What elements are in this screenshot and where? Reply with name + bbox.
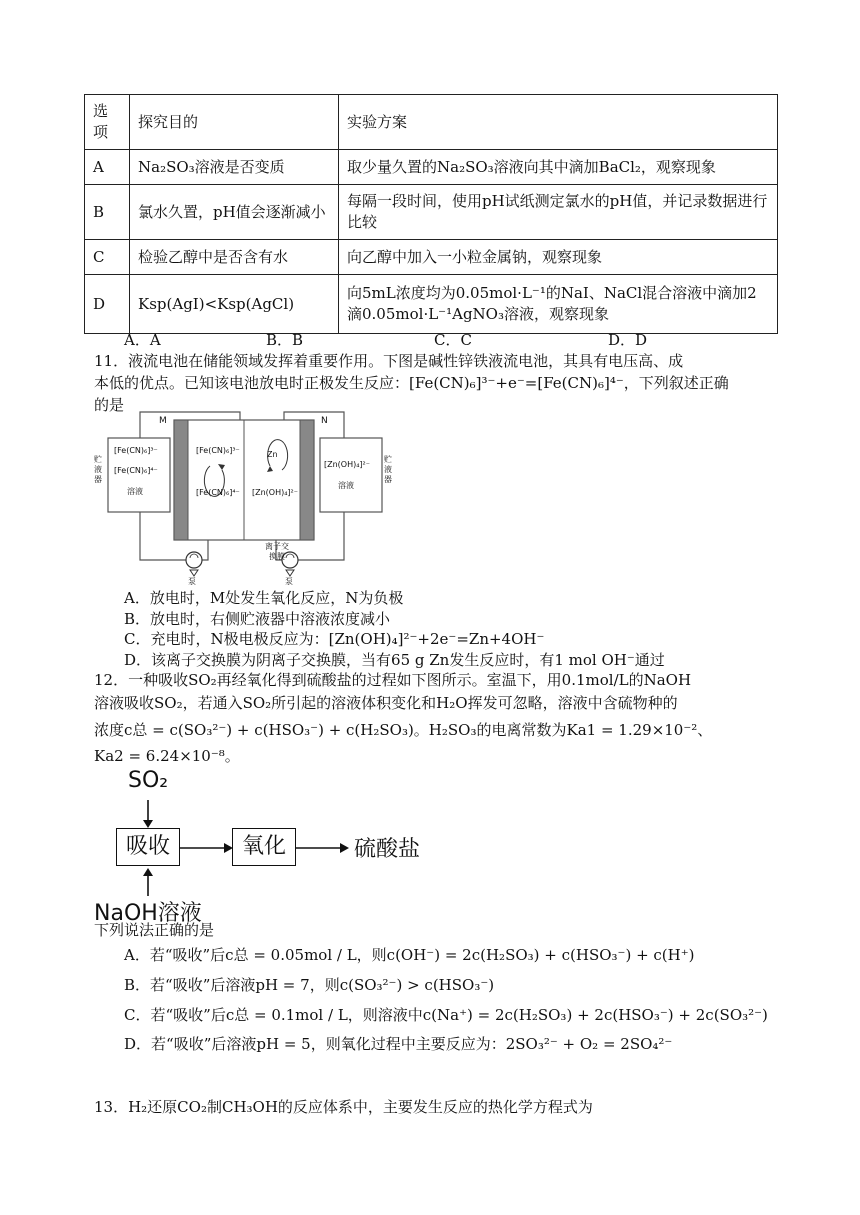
left-tank-label: 贮液器 xyxy=(94,455,102,484)
header-goal: 探究目的 xyxy=(130,95,339,150)
row-option: D xyxy=(85,275,130,334)
row-goal: 检验乙醇中是否含有水 xyxy=(130,240,339,275)
left-tank-solution: 溶液 xyxy=(127,487,143,496)
q11-stem-1: 11．液流电池在储能领域发挥着重要作用。下图是碱性锌铁液流电池，其具有电压高、成 xyxy=(94,352,684,370)
row-goal: Na₂SO₃溶液是否变质 xyxy=(130,150,339,185)
flow-input-naoh: NaOH溶液 xyxy=(94,901,202,926)
q11-option-b[interactable]: B．放电时，右侧贮液器中溶液浓度减小 xyxy=(124,610,391,628)
row-option: C xyxy=(85,240,130,275)
row-option: A xyxy=(85,150,130,185)
cell-right-bottom-ion: [Zn(OH)₄]²⁻ xyxy=(252,488,298,497)
row-plan: 向5mL浓度均为0.05mol·L⁻¹的NaI、NaCl混合溶液中滴加2滴0.05mol·L⁻¹AgNO₃溶液，观察现象 xyxy=(339,275,778,334)
right-tank-label: 贮液器 xyxy=(384,455,392,484)
q10-option-c[interactable]: C．C xyxy=(434,331,472,349)
right-tank-ion: [Zn(OH)₄]²⁻ xyxy=(324,460,370,469)
q12-option-c[interactable]: C．若“吸收”后c总 = 0.1mol / L，则溶液中c(Na⁺) = 2c(H₂SO₃) + 2c(HSO₃⁻) + 2c(SO₃²⁻) xyxy=(124,1006,768,1024)
q12-stem-1: 12．一种吸收SO₂再经氧化得到硫酸盐的过程如下图所示。室温下，用0.1mol/L的NaOH xyxy=(94,671,692,689)
cell-left-bottom-ion: [Fe(CN)₆]⁴⁻ xyxy=(196,488,240,497)
flow-box-absorb: 吸收 xyxy=(116,828,180,866)
flow-battery-diagram xyxy=(98,408,398,586)
q12-stem-3: 浓度c总 = c(SO₃²⁻) + c(HSO₃⁻) + c(H₂SO₃)。H₂SO₃的电离常数为Ka1 = 1.29×10⁻²、 xyxy=(94,721,713,739)
table-header-row xyxy=(85,95,778,150)
membrane-label: 离子交换膜 xyxy=(265,542,289,561)
right-tank-solution: 溶液 xyxy=(338,481,354,490)
q12-option-b[interactable]: B．若“吸收”后溶液pH = 7，则c(SO₃²⁻) > c(HSO₃⁻) xyxy=(124,976,495,994)
q10-option-d[interactable]: D．D xyxy=(608,331,648,349)
row-plan: 每隔一段时间，使用pH试纸测定氯水的pH值，并记录数据进行比较 xyxy=(339,185,778,240)
q12-stem-4: Ka2 = 6.24×10⁻⁸。 xyxy=(94,747,240,765)
cell-left-top-ion: [Fe(CN)₆]³⁻ xyxy=(196,446,240,455)
q11-option-d[interactable]: D．该离子交换膜为阴离子交换膜，当有65 g Zn发生反应时，有1 mol OH⁻通过 xyxy=(124,651,665,669)
q12-prompt: 下列说法正确的是 xyxy=(94,921,215,939)
cell-right-top-zn: Zn xyxy=(267,450,278,459)
pump-label-right: 泵 xyxy=(285,577,293,586)
left-tank-ion-1: [Fe(CN)₆]³⁻ xyxy=(114,446,158,455)
header-option: 选项 xyxy=(85,95,130,150)
row-goal: 氯水久置，pH值会逐渐减小 xyxy=(130,185,339,240)
flow-input-so2: SO₂ xyxy=(128,768,169,793)
experiment-table xyxy=(84,94,778,334)
q11-stem-3: 的是 xyxy=(94,396,125,414)
label-n: N xyxy=(321,416,328,426)
q13-stem: 13．H₂还原CO₂制CH₃OH的反应体系中，主要发生反应的热化学方程式为 xyxy=(94,1098,593,1116)
table-row xyxy=(85,240,778,275)
q10-option-a[interactable]: A．A xyxy=(124,331,161,349)
label-m: M xyxy=(159,416,167,426)
table-row xyxy=(85,275,778,334)
row-goal: Ksp(AgI)<Ksp(AgCl) xyxy=(130,275,339,334)
q11-option-a[interactable]: A．放电时，M处发生氧化反应，N为负极 xyxy=(124,589,404,607)
q12-option-a[interactable]: A．若“吸收”后c总 = 0.05mol / L，则c(OH⁻) = 2c(H₂SO₃) + c(HSO₃⁻) + c(H⁺) xyxy=(124,946,695,964)
table-row xyxy=(85,185,778,240)
pump-label-left: 泵 xyxy=(188,577,196,586)
flow-box-oxidize: 氧化 xyxy=(232,828,296,866)
q11-option-c[interactable]: C．充电时，N极电极反应为：[Zn(OH)₄]²⁻+2e⁻=Zn+4OH⁻ xyxy=(124,630,545,648)
row-plan: 向乙醇中加入一小粒金属钠，观察现象 xyxy=(339,240,778,275)
q12-stem-2: 溶液吸收SO₂，若通入SO₂所引起的溶液体积变化和H₂O挥发可忽略，溶液中含硫物种的 xyxy=(94,694,678,712)
flow-output-sulfate: 硫酸盐 xyxy=(354,837,421,862)
table-row xyxy=(85,150,778,185)
left-tank-ion-2: [Fe(CN)₆]⁴⁻ xyxy=(114,466,158,475)
row-option: B xyxy=(85,185,130,240)
q10-option-b[interactable]: B．B xyxy=(266,331,304,349)
header-plan: 实验方案 xyxy=(339,95,778,150)
row-plan: 取少量久置的Na₂SO₃溶液向其中滴加BaCl₂，观察现象 xyxy=(339,150,778,185)
q11-stem-2: 本低的优点。已知该电池放电时正极发生反应：[Fe(CN)₆]³⁻+e⁻=[Fe(CN)₆]⁴⁻，下列叙述正确 xyxy=(94,374,729,392)
q12-option-d[interactable]: D．若“吸收”后溶液pH = 5，则氧化过程中主要反应为：2SO₃²⁻ + O₂ = 2SO₄²⁻ xyxy=(124,1035,673,1053)
